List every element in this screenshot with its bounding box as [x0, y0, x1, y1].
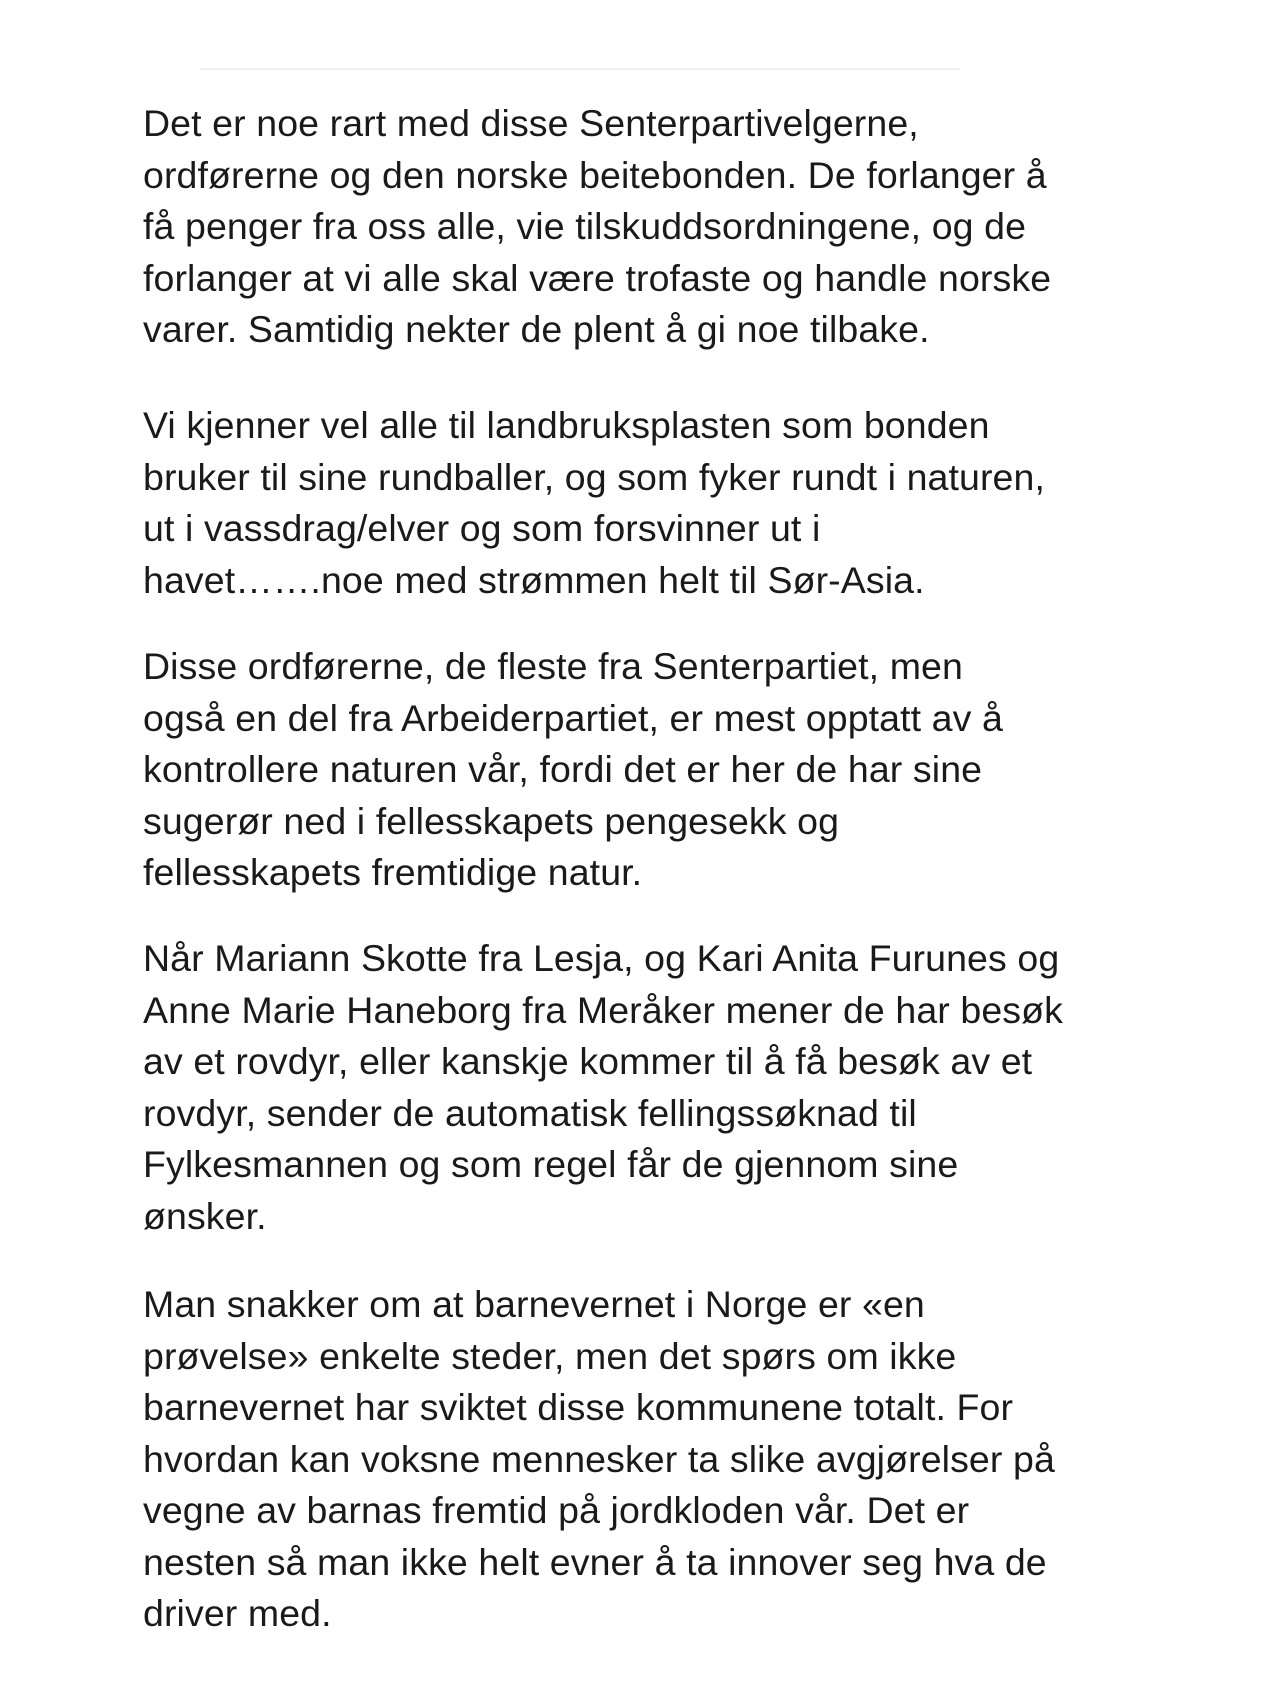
text-line: Man snakker om at barnevernet i Norge er «en: [143, 1283, 925, 1325]
text-line: også en del fra Arbeiderpartiet, er mest opptatt av å: [143, 696, 1003, 739]
text-line: fellesskapets fremtidige natur.: [143, 851, 643, 893]
paragraph-3: [143, 641, 1003, 899]
text-line: Fylkesmannen og som regel får de gjennom sine: [143, 1143, 959, 1185]
text-line: nesten så man ikke helt evner å ta innover seg hva de: [143, 1540, 1047, 1583]
paragraph-2: [143, 400, 1045, 606]
text-line: hvordan kan voksne mennesker ta slike avgjørelser på: [143, 1437, 1055, 1480]
text-line: bruker til sine rundballer, og som fyker rundt i naturen,: [143, 455, 1045, 498]
text-line: vegne av barnas fremtid på jordkloden vår. Det er: [143, 1489, 970, 1531]
text-line: ordførerne og den norske beitebonden. De forlanger å: [143, 153, 1047, 196]
text-line: driver med.: [143, 1592, 332, 1634]
text-line: Anne Marie Haneborg fra Meråker mener de har besøk: [143, 988, 1064, 1031]
text-line: Når Mariann Skotte fra Lesja, og Kari Anita Furunes og: [143, 937, 1060, 979]
paragraph-5: [143, 1279, 1055, 1640]
paragraph-1: [143, 98, 1051, 356]
text-line: rovdyr, sender de automatisk fellingssøknad til: [143, 1091, 917, 1134]
text-line: ut i vassdrag/elver og som forsvinner ut i: [143, 507, 821, 549]
text-line: barnevernet har sviktet disse kommunene totalt. For: [143, 1386, 1014, 1428]
text-line: av et rovdyr, eller kanskje kommer til å få besøk av et: [143, 1040, 1033, 1082]
text-line: forlanger at vi alle skal være trofaste og handle norske: [143, 256, 1052, 299]
text-line: kontrollere naturen vår, fordi det er her de har sine: [143, 748, 983, 790]
text-line: havet…….noe med strømmen helt til Sør-Asia.: [143, 558, 925, 601]
text-line: sugerør ned i fellesskapets pengesekk og: [143, 799, 840, 842]
text-line: prøvelse» enkelte steder, men det spørs om ikke: [143, 1334, 957, 1377]
text-line: få penger fra oss alle, vie tilskuddsordningene, og de: [143, 205, 1027, 247]
text-line: Det er noe rart med disse Senterpartivelgerne,: [143, 102, 919, 144]
top-divider: [200, 68, 960, 70]
text-line: varer. Samtidig nekter de plent å gi noe tilbake.: [143, 308, 930, 350]
text-line: ønsker.: [143, 1194, 267, 1237]
paragraph-4: [143, 933, 1063, 1242]
text-line: Vi kjenner vel alle til landbruksplasten som bonden: [143, 404, 990, 446]
text-line: Disse ordførerne, de fleste fra Senterpartiet, men: [143, 645, 963, 687]
